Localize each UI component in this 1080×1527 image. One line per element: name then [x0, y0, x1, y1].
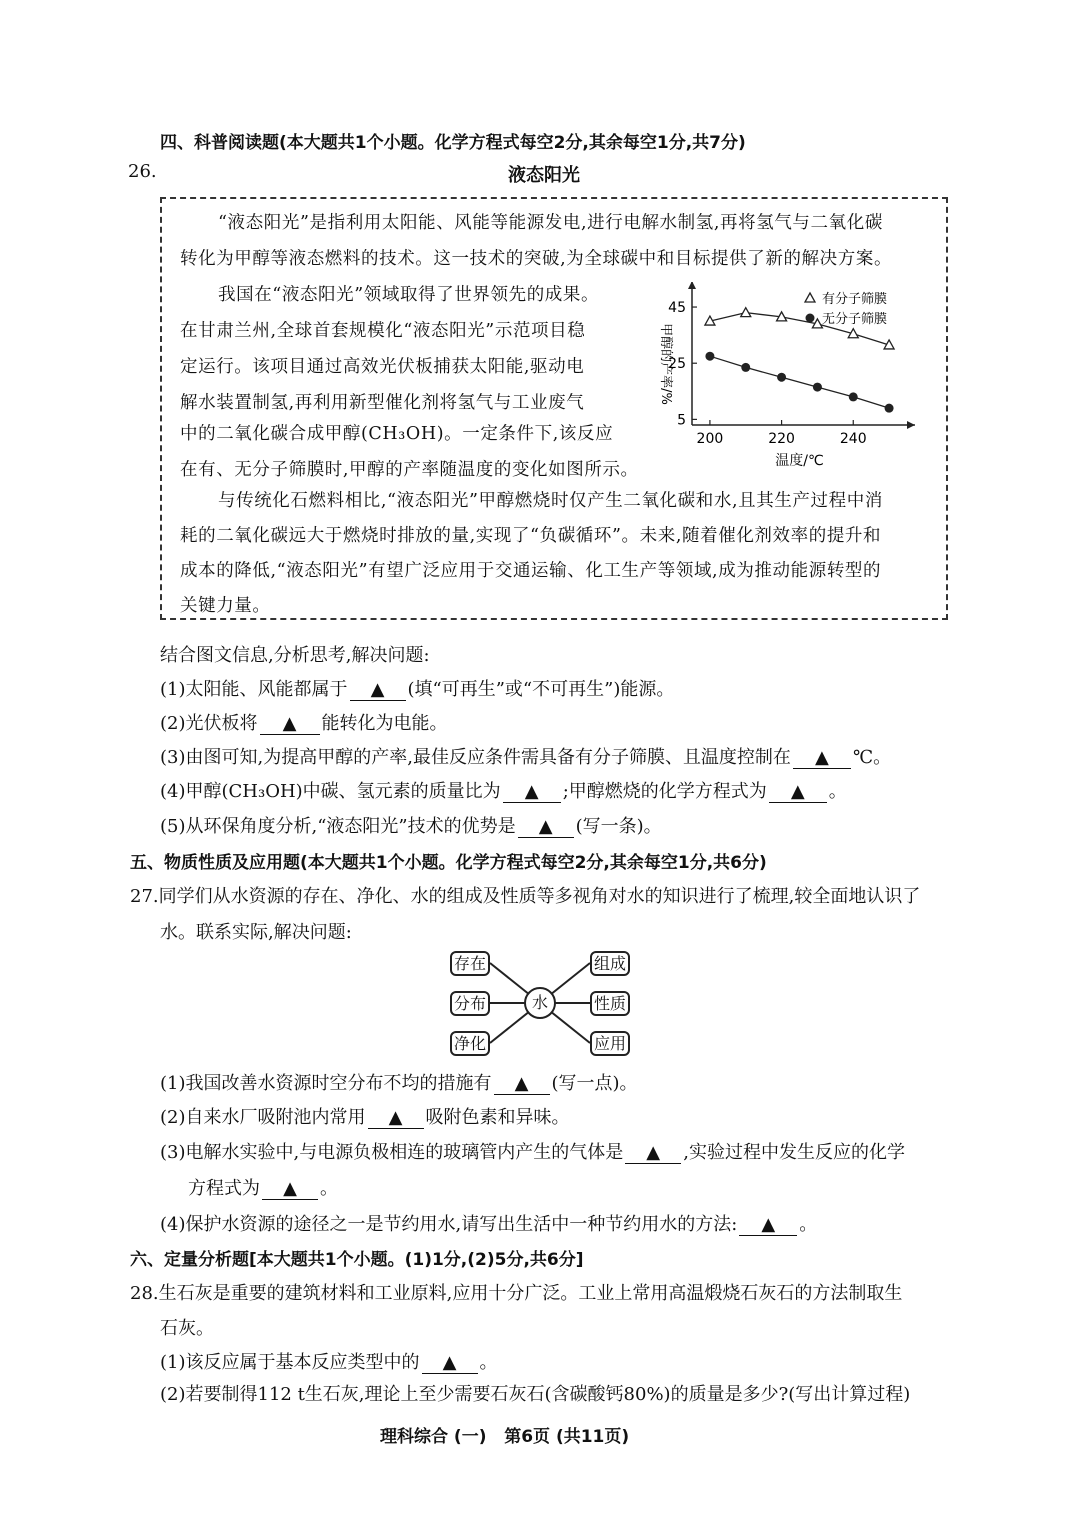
question-26-1: (1)太阳能、风能都属于 ▲ (填“可再生”或“不可再生”)能源。	[160, 679, 675, 700]
passage-line: 定运行。该项目通过高效光伏板捕获太阳能,驱动电	[180, 357, 585, 377]
mindmap-node-existence: 存在	[450, 951, 490, 976]
passage-line: 在甘肃兰州,全球首套规模化“液态阳光”示范项目稳	[180, 321, 586, 341]
question-26-2: (2)光伏板将 ▲ 能转化为电能。	[160, 713, 448, 734]
y-tick-label: 45	[668, 300, 686, 317]
data-point-circle	[777, 373, 786, 382]
mindmap-node-properties: 性质	[590, 991, 630, 1016]
answer-blank[interactable]: ▲	[422, 1352, 478, 1374]
x-axis-arrow	[907, 421, 915, 429]
x-tick-label: 220	[768, 431, 795, 447]
data-point-circle	[813, 383, 822, 392]
section6-header: 六、定量分析题[本大题共1个小题。(1)1分,(2)5分,共6分]	[130, 1250, 584, 1270]
answer-blank[interactable]: ▲	[260, 713, 320, 735]
y-axis-arrow	[688, 282, 696, 289]
data-point-circle	[849, 392, 858, 401]
y-axis-label: 甲醇的产率/%	[658, 323, 673, 405]
question-27-3: (3)电解水实验中,与电源负极相连的玻璃管内产生的气体是 ▲ ,实验过程中发生反应的化学	[160, 1142, 905, 1163]
legend-label: 无分子筛膜	[822, 312, 888, 327]
question-28-stem: 石灰。	[160, 1318, 214, 1339]
question-28-1: (1)该反应属于基本反应类型中的 ▲ 。	[160, 1352, 498, 1373]
page-footer: 理科综合 (一) 第6页 (共11页)	[380, 1427, 630, 1447]
answer-blank[interactable]: ▲	[368, 1107, 424, 1129]
methanol-yield-chart	[640, 282, 940, 472]
x-tick-label: 200	[696, 431, 724, 447]
answer-blank[interactable]: ▲	[518, 816, 574, 838]
answer-blank[interactable]: ▲	[494, 1073, 550, 1095]
question-28-stem: 28.生石灰是重要的建筑材料和工业原料,应用十分广泛。工业上常用高温煅烧石灰石的方法制取生	[130, 1283, 903, 1304]
question-26-number: 26.	[128, 161, 157, 182]
passage-line: 与传统化石燃料相比,“液态阳光”甲醇燃烧时仅产生二氧化碳和水,且其生产过程中消	[218, 491, 883, 511]
passage-line: “液态阳光”是指利用太阳能、风能等能源发电,进行电解水制氢,再将氢气与二氧化碳	[218, 213, 883, 233]
question-27-4: (4)保护水资源的途径之一是节约用水,请写出生活中一种节约用水的方法: ▲ 。	[160, 1214, 818, 1235]
question-26-5: (5)从环保角度分析,“液态阳光”技术的优势是 ▲ (写一条)。	[160, 816, 662, 837]
legend-label: 有分子筛膜	[822, 292, 888, 307]
question-27-stem: 27.同学们从水资源的存在、净化、水的组成及性质等多视角对水的知识进行了梳理,较全面地认识了	[130, 886, 921, 907]
y-tick-label: 25	[668, 356, 686, 373]
answer-blank[interactable]: ▲	[503, 781, 561, 803]
legend-triangle-icon	[805, 293, 815, 302]
section5-header: 五、物质性质及应用题(本大题共1个小题。化学方程式每空2分,其余每空1分,共6分)	[130, 853, 767, 873]
data-point-circle	[885, 404, 894, 413]
y-tick-label: 5	[677, 412, 686, 429]
data-point-circle	[705, 352, 714, 361]
passage-line: 解水装置制氢,再利用新型催化剂将氢气与工业废气	[180, 393, 585, 413]
question-26-4: (4)甲醇(CH₃OH)中碳、氢元素的质量比为 ▲ ;甲醇燃烧的化学方程式为 ▲ 。	[160, 781, 847, 802]
passage-line: 关键力量。	[180, 596, 271, 616]
answer-blank[interactable]: ▲	[769, 781, 827, 803]
question-26-3: (3)由图可知,为提高甲醇的产率,最佳反应条件需具备有分子筛膜、且温度控制在 ▲ ℃。	[160, 747, 892, 768]
answer-blank[interactable]: ▲	[739, 1214, 797, 1236]
mindmap-center-water: 水	[524, 987, 556, 1019]
data-point-circle	[741, 363, 750, 372]
question-28-2: (2)若要制得112 t生石灰,理论上至少需要石灰石(含碳酸钙80%)的质量是多少?(写出计算过程)	[160, 1384, 911, 1405]
mindmap-node-application: 应用	[590, 1031, 630, 1056]
passage-line: 我国在“液态阳光”领域取得了世界领先的成果。	[218, 285, 600, 305]
answer-blank[interactable]: ▲	[350, 679, 406, 701]
question-27-3-cont: 方程式为 ▲ 。	[188, 1178, 338, 1199]
question-27-1: (1)我国改善水资源时空分布不均的措施有 ▲ (写一点)。	[160, 1073, 638, 1094]
passage-line: 转化为甲醇等液态燃料的技术。这一技术的突破,为全球碳中和目标提供了新的解决方案。	[180, 249, 893, 269]
x-tick-label: 240	[839, 431, 867, 447]
answer-blank[interactable]: ▲	[625, 1142, 681, 1164]
passage-title: 液态阳光	[508, 165, 580, 186]
question-27-2: (2)自来水厂吸附池内常用 ▲ 吸附色素和异味。	[160, 1107, 570, 1128]
question-27-stem: 水。联系实际,解决问题:	[160, 922, 352, 943]
series-line-2	[710, 356, 889, 408]
mindmap-node-composition: 组成	[590, 951, 630, 976]
question-intro: 结合图文信息,分析思考,解决问题:	[160, 645, 430, 666]
mindmap-node-distribution: 分布	[450, 991, 490, 1016]
legend-circle-icon	[806, 314, 815, 323]
passage-line: 耗的二氧化碳远大于燃烧时排放的量,实现了“负碳循环”。未来,随着催化剂效率的提升和	[180, 526, 882, 546]
x-axis-label: 温度/℃	[775, 453, 824, 469]
answer-blank[interactable]: ▲	[793, 747, 851, 769]
answer-blank[interactable]: ▲	[262, 1178, 318, 1200]
data-point-triangle	[741, 308, 751, 317]
mindmap-node-purification: 净化	[450, 1031, 490, 1056]
passage-line: 中的二氧化碳合成甲醇(CH₃OH)。一定条件下,该反应	[180, 424, 614, 444]
passage-line: 成本的降低,“液态阳光”有望广泛应用于交通运输、化工生产等领域,成为推动能源转型的	[180, 561, 882, 581]
section4-header: 四、科普阅读题(本大题共1个小题。化学方程式每空2分,其余每空1分,共7分)	[160, 133, 746, 153]
passage-line: 在有、无分子筛膜时,甲醇的产率随温度的变化如图所示。	[180, 460, 639, 480]
